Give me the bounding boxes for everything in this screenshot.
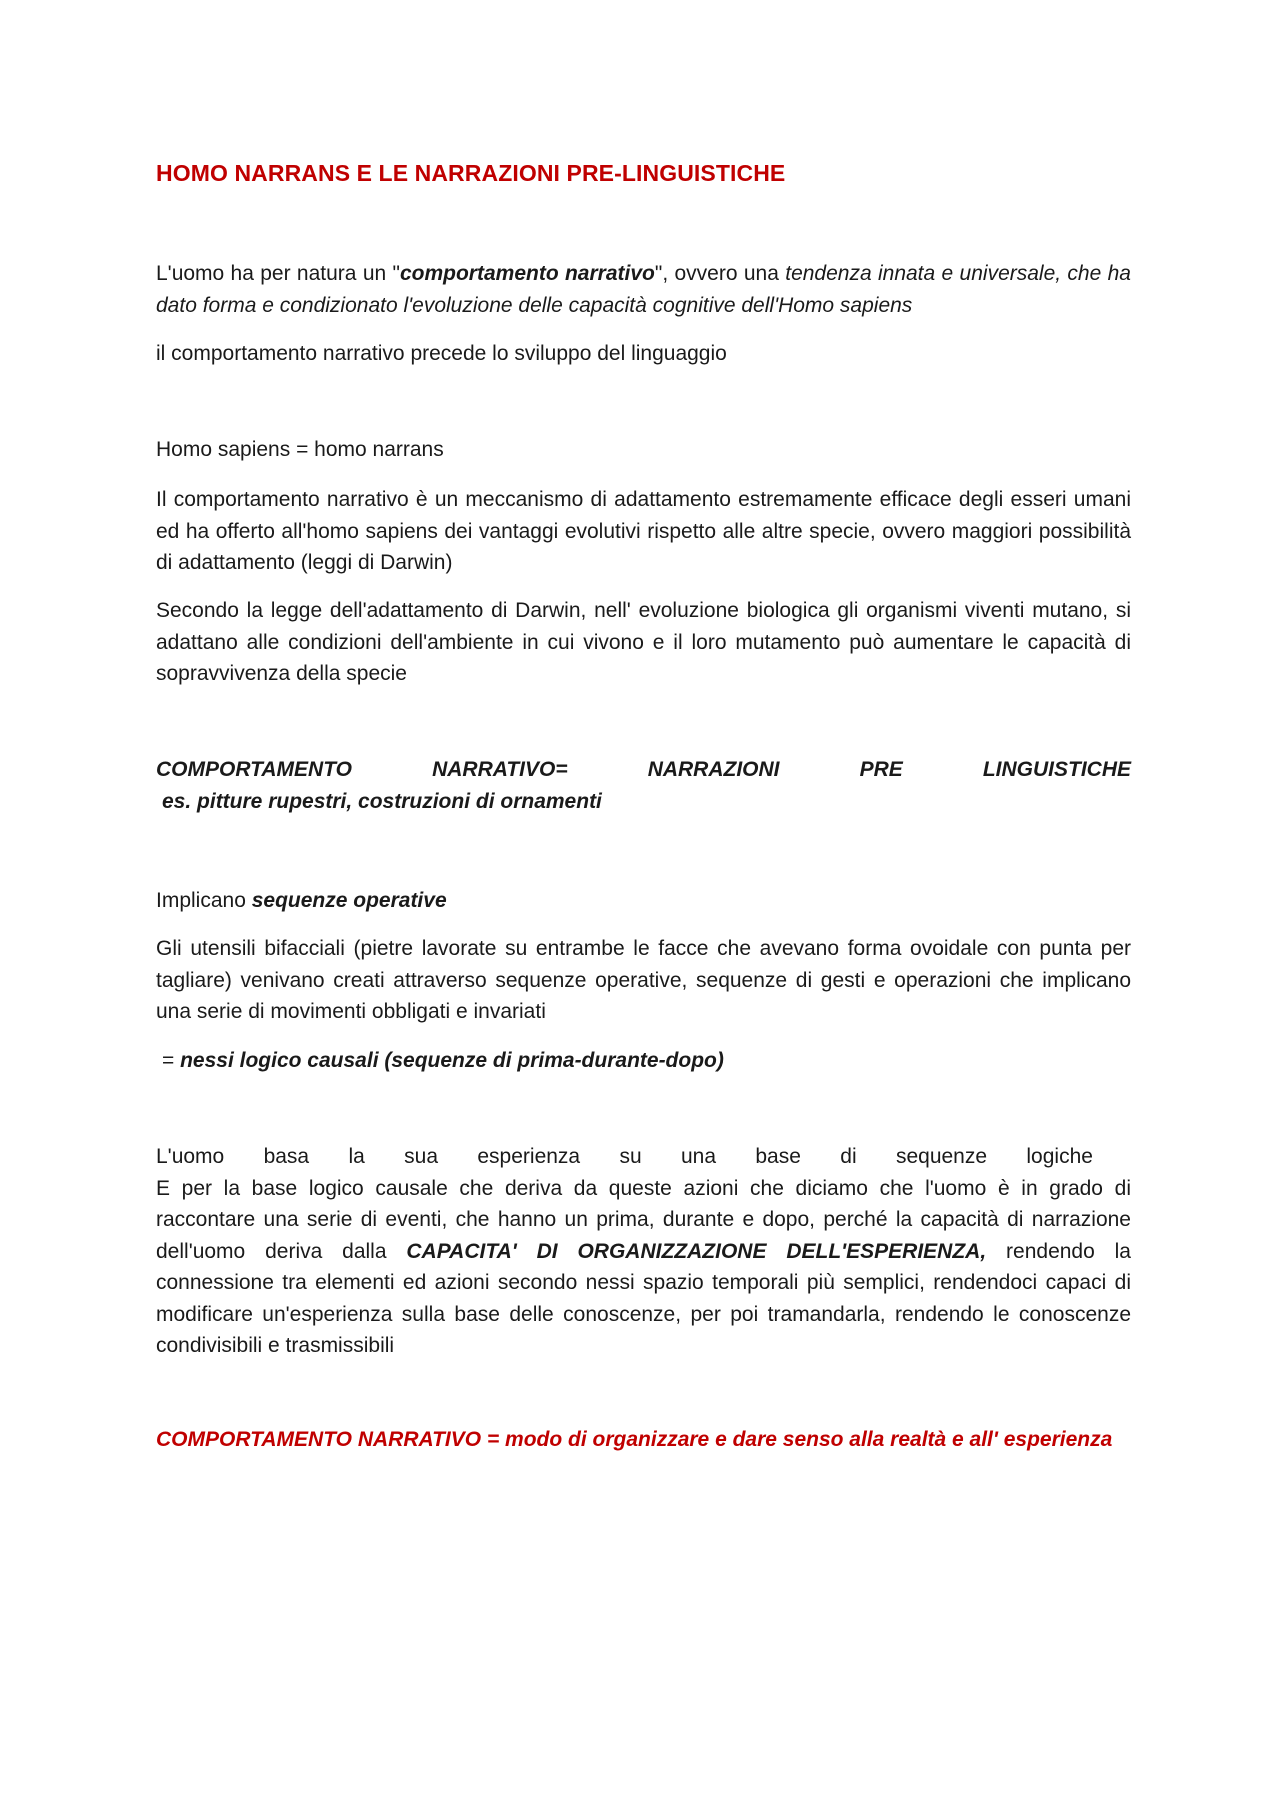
spread-heading-line xyxy=(156,754,1131,786)
intro-bold: comportamento narrativo xyxy=(399,262,655,285)
paragraph-intro xyxy=(156,258,1131,321)
uomo-word: sequenze xyxy=(895,1145,988,1168)
heading-word: PRE xyxy=(859,758,903,781)
intro-italic: tendenza innata e universale, che ha dato forma e condizionato l'evoluzione delle capacità cognitive dell'Homo sapiens xyxy=(156,262,1131,317)
uomo-body-text-1: E per la base logico causale che deriva da queste azioni che diciamo che l'uomo è in grado di raccontare una serie di eventi, che hanno un prima, durante e dopo, perché la capacità di narrazione dell'uomo deriva dalla xyxy=(156,1176,1131,1263)
implicano-text: Implicano xyxy=(156,889,252,912)
uomo-word: la xyxy=(348,1145,365,1168)
uomo-word: esperienza xyxy=(477,1145,581,1168)
heading-word: LINGUISTICHE xyxy=(982,758,1131,781)
examples-line: es. pitture rupestri, costruzioni di ornamenti xyxy=(162,789,602,813)
paragraph-conclusion: COMPORTAMENTO NARRATIVO = modo di organizzare e dare senso alla realtà e all' esperienza xyxy=(156,1428,1113,1451)
uomo-word: di xyxy=(840,1145,857,1168)
uomo-word: base xyxy=(755,1145,801,1168)
paragraph-precede: il comportamento narrativo precede lo sviluppo del linguaggio xyxy=(156,342,727,365)
paragraph-utensili: Gli utensili bifacciali (pietre lavorate su entrambe le facce che avevano forma ovoidale con punta per tagliare) venivano creati attraverso sequenze operative, sequenze di gesti e operazioni che implicano una serie di movimenti obbligati e invariati xyxy=(156,937,1131,1023)
paragraph-comportamento-narrazioni xyxy=(156,754,1131,817)
uomo-body xyxy=(156,1173,1131,1362)
uomo-word: sua xyxy=(404,1145,439,1168)
nessi-bold: nessi logico causali (sequenze di prima-durante-dopo) xyxy=(180,1049,724,1072)
page-title: HOMO NARRANS E LE NARRAZIONI PRE-LINGUISTICHE xyxy=(156,160,786,186)
uomo-body-bold: CAPACITA' DI ORGANIZZAZIONE DELL'ESPERIENZA, xyxy=(406,1239,987,1263)
paragraph-adattamento: Il comportamento narrativo è un meccanismo di adattamento estremamente efficace degli esseri umani ed ha offerto all'homo sapiens dei vantaggi evolutivi rispetto alle altre specie, ovvero maggiori possibilità di adattamento (leggi di Darwin) xyxy=(156,488,1131,574)
paragraph-implicano xyxy=(156,885,1131,917)
intro-text-1: L'uomo ha per natura un " xyxy=(156,262,400,285)
intro-text-2: ", ovvero una xyxy=(654,262,786,285)
spread-uomo-line xyxy=(156,1141,1131,1173)
uomo-word: basa xyxy=(263,1145,310,1168)
document-page xyxy=(156,0,1131,1811)
uomo-word: su xyxy=(619,1145,642,1168)
paragraph-darwin: Secondo la legge dell'adattamento di Darwin, nell' evoluzione biologica gli organismi viventi mutano, si adattano alle condizioni dell'ambiente in cui vivono e il loro mutamento può aumentare le capacità di sopravvivenza della specie xyxy=(156,599,1131,685)
uomo-word: L'uomo xyxy=(156,1145,225,1168)
nessi-prefix: = xyxy=(162,1049,181,1072)
heading-word: NARRATIVO= xyxy=(432,758,568,781)
heading-word: NARRAZIONI xyxy=(647,758,780,781)
paragraph-uomo-basa xyxy=(156,1141,1131,1362)
paragraph-homo-sapiens: Homo sapiens = homo narrans xyxy=(156,438,444,461)
uomo-word: logiche xyxy=(1026,1145,1093,1168)
paragraph-nessi xyxy=(156,1045,1137,1077)
heading-word: COMPORTAMENTO xyxy=(156,758,353,781)
uomo-word: una xyxy=(680,1145,717,1168)
implicano-bold: sequenze operative xyxy=(251,889,447,912)
uomo-body-text-2: rendendo la connessione tra elementi ed azioni secondo nessi spazio temporali più semplici, rendendoci capaci di modificare un'esperienza sulla base delle conoscenze, per poi tramandarla, rendendo le conoscenze condivisibili e trasmissibili xyxy=(156,1239,1131,1357)
